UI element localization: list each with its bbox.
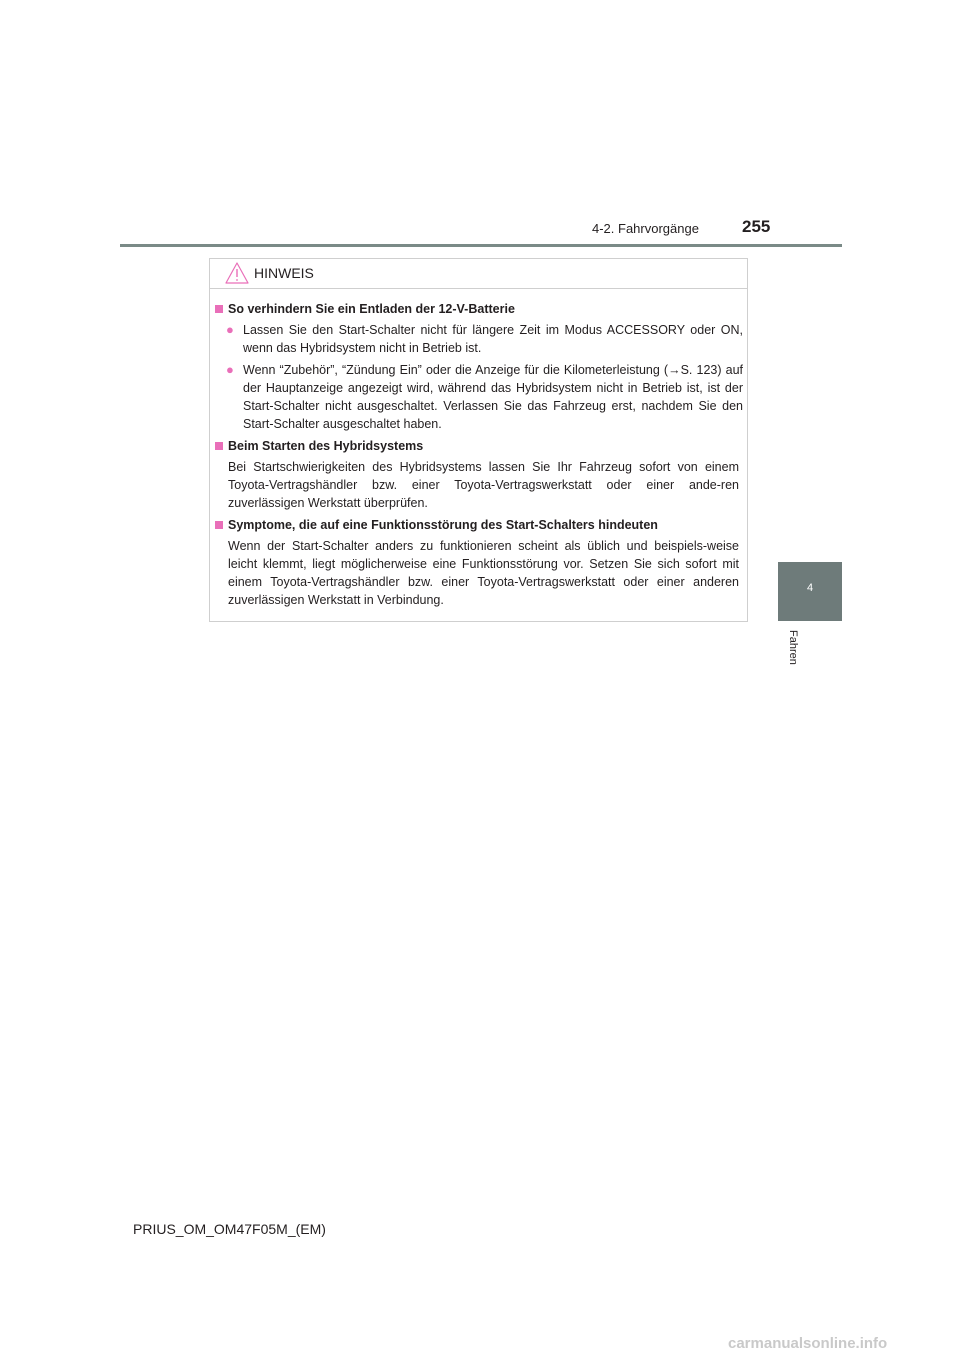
header-rule (120, 244, 842, 247)
list-item: ● Lassen Sie den Start-Schalter nicht für längere Zeit im Modus ACCESSORY oder ON, wenn das Hybridsystem nicht in Betrieb ist. (226, 322, 743, 355)
section-text: Wenn der Start-Schalter anders zu funktionieren scheint als üblich und beispiels-weise leicht klemmt, liegt möglicherweise eine Funktionsstörung vor. Setzen Sie sich sofort mit einem Toyota-Vertragshändler bzw. einer Toyota-Vertragswerkstatt oder einer anderen zuverlässigen Werkstatt in Verbindung. (228, 539, 739, 607)
section-heading: Beim Starten des Hybridsystems (215, 437, 423, 455)
circle-icon: ● (226, 322, 234, 337)
section-heading: Symptome, die auf eine Funktionsstörung des Start-Schalters hindeuten (215, 516, 658, 534)
chapter-label: Fahren (787, 630, 799, 665)
page-number: 255 (742, 217, 771, 236)
warning-triangle-icon (224, 260, 250, 286)
chapter-number: 4 (806, 582, 814, 594)
notice-title: HINWEIS (254, 265, 314, 281)
document-code: PRIUS_OM_OM47F05M_(EM) (133, 1221, 326, 1237)
notice-header (210, 259, 747, 289)
square-icon (215, 305, 223, 313)
chapter-tab (778, 562, 842, 621)
square-icon (215, 521, 223, 529)
section-text: Bei Startschwierigkeiten des Hybridsystems lassen Sie Ihr Fahrzeug sofort von einem Toyota-Vertragshändler bzw. einer Toyota-Vertragswerkstatt oder einer ande-ren zuverlässigen Werkstatt überprüfen. (228, 460, 739, 510)
list-item: ● Wenn “Zubehör”, “Zündung Ein” oder die Anzeige für die Kilometerleistung (→S. 123) auf der Hauptanzeige angezeigt wird, während das Hybridsystem nicht in Betrieb ist, ist der Start-Schalter nicht ausgeschaltet. Verlassen Sie das Fahrzeug erst, nachdem Sie den Start-Schalter ausgeschaltet haben. (226, 362, 743, 431)
notice-box (209, 258, 748, 622)
section-heading: So verhindern Sie ein Entladen der 12-V-Batterie (215, 300, 515, 318)
square-icon (215, 442, 223, 450)
header-section: 4-2. Fahrvorgänge (592, 221, 699, 236)
watermark: carmanualsonline.info (728, 1335, 888, 1352)
circle-icon: ● (226, 362, 234, 377)
